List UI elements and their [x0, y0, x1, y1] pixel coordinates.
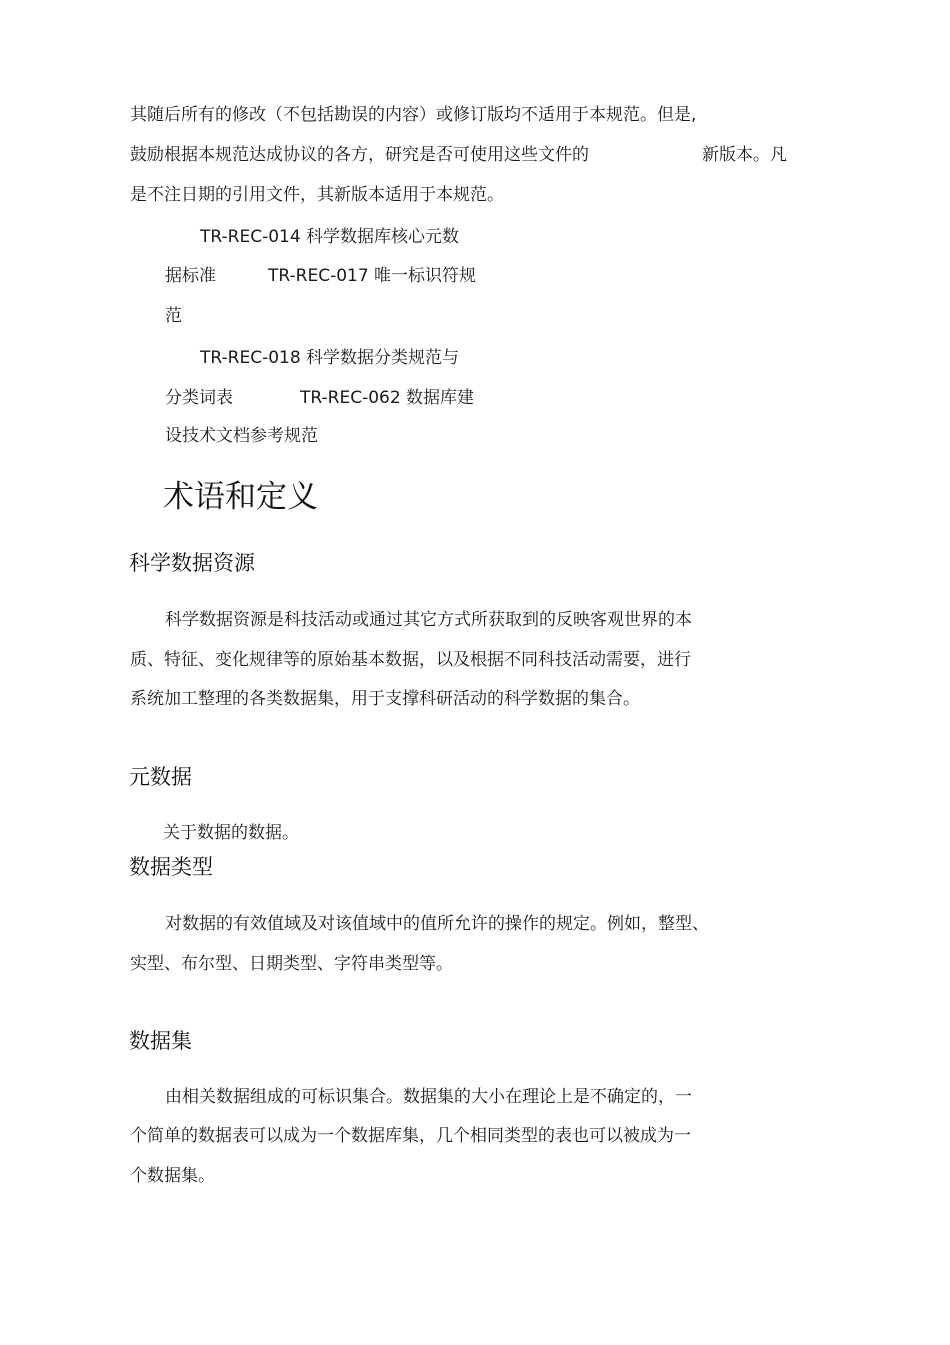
- section-text-line: 系统加工整理的各类数据集，用于支撑科研活动的科学数据的集合。: [130, 689, 640, 709]
- section-text-line: 由相关数据组成的可标识集合。数据集的大小在理论上是不确定的，一: [165, 1087, 692, 1107]
- section-text-line: 实型、布尔型、日期类型、字符串类型等。: [130, 954, 453, 974]
- intro-line-2b: 新版本。凡: [702, 145, 787, 165]
- reference-line-1: TR-REC-014 科学数据库核心元数: [200, 227, 460, 247]
- section-title: 元数据: [129, 765, 192, 789]
- reference-line-5a: 分类词表: [165, 388, 233, 408]
- section-title: 数据类型: [129, 855, 213, 879]
- intro-line-3: 是不注日期的引用文件，其新版本适用于本规范。: [130, 185, 504, 205]
- reference-line-4: TR-REC-018 科学数据分类规范与: [200, 348, 460, 368]
- section-text-line: 科学数据资源是科技活动或通过其它方式所获取到的反映客观世界的本: [165, 610, 692, 630]
- reference-line-6: 设技术文档参考规范: [165, 426, 318, 446]
- reference-line-3: 范: [165, 306, 182, 326]
- section-text-line: 关于数据的数据。: [163, 823, 299, 843]
- intro-line-1: 其随后所有的修改（不包括勘误的内容）或修订版均不适用于本规范。但是,: [130, 105, 697, 125]
- terms-heading: 术语和定义: [163, 479, 318, 515]
- reference-line-2b: TR-REC-017 唯一标识符规: [268, 266, 477, 286]
- intro-line-2a: 鼓励根据本规范达成协议的各方，研究是否可使用这些文件的: [130, 145, 589, 165]
- section-title: 数据集: [129, 1029, 192, 1053]
- section-text-line: 个数据集。: [130, 1166, 215, 1186]
- reference-line-2a: 据标准: [165, 266, 216, 286]
- reference-line-5b: TR-REC-062 数据库建: [300, 388, 475, 408]
- section-text-line: 个简单的数据表可以成为一个数据库集，几个相同类型的表也可以被成为一: [130, 1126, 691, 1146]
- section-text-line: 对数据的有效值域及对该值域中的值所允许的操作的规定。例如，整型、: [165, 914, 709, 934]
- section-title: 科学数据资源: [129, 551, 255, 575]
- section-text-line: 质、特征、变化规律等的原始基本数据，以及根据不同科技活动需要，进行: [130, 650, 691, 670]
